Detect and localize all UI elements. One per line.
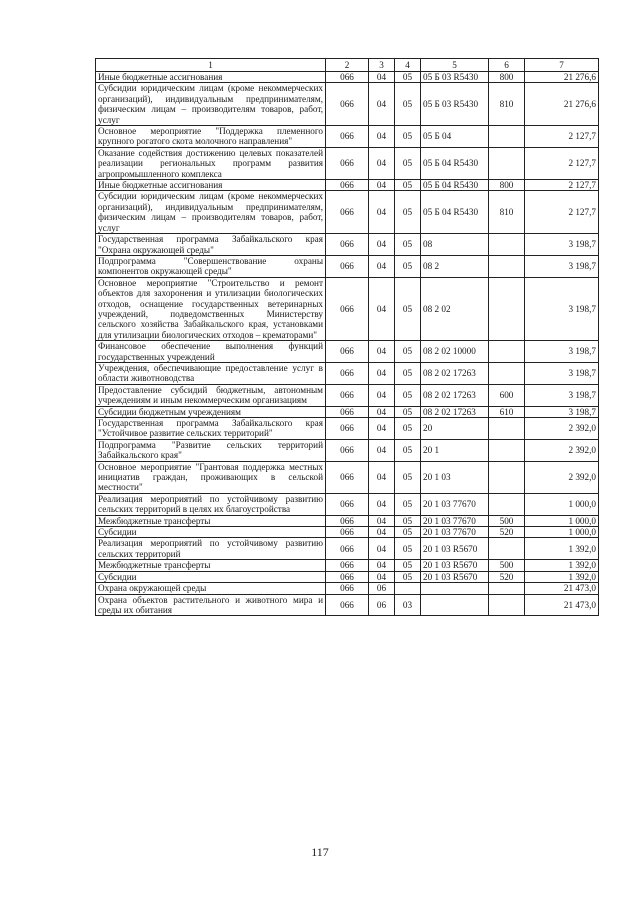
cell-target-article: 20 1 03 77670 [421,493,489,515]
column-header: 1 [96,59,326,72]
cell-ministry: 066 [326,255,369,277]
cell-expense-type: 610 [489,406,525,417]
cell-amount: 1 000,0 [525,527,599,538]
table-row [96,72,599,83]
cell-name: Предоставление субсидий бюджетным, автономным учреждениям и иным некоммерческим организациям [96,384,326,406]
cell-amount: 21 276,6 [525,83,599,126]
cell-target-article: 05 Б 04 R5430 [421,191,489,234]
cell-name: Охрана окружающей среды [96,583,326,594]
cell-amount: 1 000,0 [525,515,599,526]
table-row [96,83,599,126]
cell-ministry: 066 [326,277,369,340]
cell-subsection [395,583,421,594]
cell-section: 04 [369,147,395,179]
cell-name: Реализация мероприятий по устойчивому развитию сельских территорий [96,538,326,560]
cell-expense-type: 600 [489,384,525,406]
cell-section: 04 [369,255,395,277]
cell-section: 04 [369,538,395,560]
cell-expense-type [489,341,525,363]
column-header: 7 [525,59,599,72]
cell-name: Государственная программа Забайкальского края "Устойчивое развитие сельских территорий" [96,418,326,440]
cell-expense-type [489,234,525,256]
cell-subsection: 05 [395,515,421,526]
cell-subsection: 05 [395,277,421,340]
cell-ministry: 066 [326,439,369,461]
cell-name: Субсидии [96,527,326,538]
cell-amount: 3 198,7 [525,255,599,277]
cell-section: 04 [369,493,395,515]
cell-section: 04 [369,277,395,340]
cell-target-article: 20 1 03 77670 [421,527,489,538]
cell-name: Субсидии [96,571,326,582]
cell-ministry: 066 [326,191,369,234]
cell-subsection: 05 [395,341,421,363]
cell-amount: 3 198,7 [525,406,599,417]
cell-section: 04 [369,527,395,538]
table-row [96,406,599,417]
cell-name: Учреждения, обеспечивающие предоставление услуг в области животноводства [96,362,326,384]
cell-subsection: 05 [395,72,421,83]
cell-name: Охрана объектов растительного и животного мира и среды их обитания [96,594,326,616]
cell-section: 04 [369,406,395,417]
table-row [96,191,599,234]
cell-ministry: 066 [326,493,369,515]
cell-expense-type [489,538,525,560]
cell-amount: 2 127,7 [525,147,599,179]
cell-subsection: 05 [395,406,421,417]
cell-amount: 2 392,0 [525,418,599,440]
cell-section: 06 [369,594,395,616]
cell-ministry: 066 [326,362,369,384]
cell-subsection: 05 [395,418,421,440]
cell-target-article: 08 [421,234,489,256]
cell-ministry: 066 [326,72,369,83]
cell-expense-type: 810 [489,83,525,126]
cell-amount: 1 392,0 [525,571,599,582]
cell-target-article: 20 1 03 77670 [421,515,489,526]
cell-subsection: 05 [395,234,421,256]
cell-amount: 1 000,0 [525,493,599,515]
cell-expense-type [489,255,525,277]
cell-name: Иные бюджетные ассигнования [96,180,326,191]
table-row [96,583,599,594]
cell-name: Иные бюджетные ассигнования [96,72,326,83]
page-number: 117 [311,845,329,859]
cell-section: 04 [369,384,395,406]
cell-expense-type [489,493,525,515]
cell-amount: 2 392,0 [525,439,599,461]
table-row [96,493,599,515]
cell-expense-type [489,583,525,594]
cell-subsection: 05 [395,147,421,179]
cell-target-article: 08 2 02 [421,277,489,340]
cell-name: Основное мероприятие "Грантовая поддержка местных инициатив граждан, проживающих в сельской местности" [96,461,326,493]
cell-subsection: 05 [395,439,421,461]
cell-expense-type [489,126,525,148]
cell-amount: 2 127,7 [525,191,599,234]
cell-expense-type: 800 [489,180,525,191]
table-row [96,147,599,179]
cell-subsection: 05 [395,255,421,277]
cell-section: 04 [369,362,395,384]
cell-subsection: 05 [395,571,421,582]
cell-amount: 21 473,0 [525,594,599,616]
cell-target-article: 20 1 03 R5670 [421,560,489,571]
cell-name: Реализация мероприятий по устойчивому развитию сельских территорий в целях их благоустройства [96,493,326,515]
table-row [96,277,599,340]
cell-section: 04 [369,461,395,493]
table-row [96,384,599,406]
cell-amount: 2 392,0 [525,461,599,493]
cell-subsection: 03 [395,594,421,616]
budget-table-page [95,58,598,616]
cell-section: 04 [369,341,395,363]
cell-section: 04 [369,515,395,526]
cell-expense-type [489,594,525,616]
cell-amount: 21 276,6 [525,72,599,83]
column-header: 4 [395,59,421,72]
table-row [96,594,599,616]
cell-target-article [421,583,489,594]
cell-expense-type: 520 [489,571,525,582]
cell-name: Подпрограмма "Совершенствование охраны компонентов окружающей среды" [96,255,326,277]
cell-section: 06 [369,583,395,594]
cell-expense-type [489,461,525,493]
cell-name: Подпрограмма "Развитие сельских территорий Забайкальского края" [96,439,326,461]
cell-name: Субсидии юридическим лицам (кроме некоммерческих организаций), индивидуальным предпринимателям, физическим лицам – производителям товаров, работ, услуг [96,191,326,234]
table-row [96,439,599,461]
cell-expense-type: 800 [489,72,525,83]
cell-target-article: 08 2 02 10000 [421,341,489,363]
cell-amount: 2 127,7 [525,126,599,148]
cell-ministry: 066 [326,527,369,538]
cell-amount: 3 198,7 [525,384,599,406]
cell-expense-type [489,147,525,179]
cell-name: Основное мероприятие "Поддержка племенного крупного рогатого скота молочного направления" [96,126,326,148]
table-row [96,538,599,560]
cell-expense-type [489,439,525,461]
cell-section: 04 [369,234,395,256]
cell-target-article: 20 1 03 R5670 [421,538,489,560]
cell-target-article: 05 Б 04 [421,126,489,148]
cell-amount: 3 198,7 [525,277,599,340]
cell-subsection: 05 [395,493,421,515]
table-row [96,341,599,363]
cell-amount: 1 392,0 [525,560,599,571]
column-header: 6 [489,59,525,72]
cell-subsection: 05 [395,126,421,148]
cell-section: 04 [369,83,395,126]
cell-target-article: 20 [421,418,489,440]
cell-section: 04 [369,418,395,440]
cell-name: Межбюджетные трансферты [96,515,326,526]
cell-ministry: 066 [326,406,369,417]
table-row [96,571,599,582]
cell-target-article: 20 1 03 R5670 [421,571,489,582]
cell-name: Основное мероприятие "Строительство и ремонт объектов для захоронения и утилизации биологических отходов, оснащение государственных ветеринарных учреждений, подведомственных Министерству сельского хозяйства Забайкальского края, установками для утилизации биологических отходов – крематорами" [96,277,326,340]
cell-expense-type [489,277,525,340]
cell-subsection: 05 [395,384,421,406]
cell-amount: 3 198,7 [525,362,599,384]
cell-section: 04 [369,72,395,83]
cell-ministry: 066 [326,418,369,440]
cell-subsection: 05 [395,527,421,538]
cell-ministry: 066 [326,126,369,148]
cell-subsection: 05 [395,180,421,191]
cell-target-article: 05 Б 03 R5430 [421,72,489,83]
cell-subsection: 05 [395,362,421,384]
cell-subsection: 05 [395,461,421,493]
cell-section: 04 [369,560,395,571]
table-row [96,126,599,148]
table-row [96,418,599,440]
cell-name: Субсидии юридическим лицам (кроме некоммерческих организаций), индивидуальным предпринимателям, физическим лицам – производителям товаров, работ, услуг [96,83,326,126]
table-row [96,560,599,571]
column-header: 2 [326,59,369,72]
cell-expense-type: 500 [489,560,525,571]
cell-subsection: 05 [395,191,421,234]
cell-target-article: 05 Б 04 R5430 [421,180,489,191]
cell-ministry: 066 [326,571,369,582]
cell-expense-type [489,362,525,384]
cell-name: Субсидии бюджетным учреждениям [96,406,326,417]
cell-expense-type [489,418,525,440]
cell-target-article: 08 2 [421,255,489,277]
column-header: 3 [369,59,395,72]
cell-section: 04 [369,191,395,234]
cell-target-article: 05 Б 03 R5430 [421,83,489,126]
table-row [96,362,599,384]
cell-target-article: 08 2 02 17263 [421,362,489,384]
cell-section: 04 [369,180,395,191]
cell-ministry: 066 [326,180,369,191]
column-header: 5 [421,59,489,72]
cell-expense-type: 810 [489,191,525,234]
header-row [96,59,599,72]
table-row [96,461,599,493]
cell-name: Государственная программа Забайкальского края "Охрана окружающей среды" [96,234,326,256]
cell-ministry: 066 [326,538,369,560]
cell-expense-type: 500 [489,515,525,526]
cell-ministry: 066 [326,147,369,179]
cell-amount: 3 198,7 [525,341,599,363]
table-row [96,527,599,538]
cell-section: 04 [369,126,395,148]
cell-section: 04 [369,439,395,461]
cell-ministry: 066 [326,341,369,363]
cell-ministry: 066 [326,461,369,493]
cell-section: 04 [369,571,395,582]
table-row [96,515,599,526]
cell-subsection: 05 [395,83,421,126]
cell-amount: 3 198,7 [525,234,599,256]
cell-ministry: 066 [326,83,369,126]
cell-name: Межбюджетные трансферты [96,560,326,571]
cell-ministry: 066 [326,560,369,571]
cell-name: Финансовое обеспечение выполнения функций государственных учреждений [96,341,326,363]
cell-subsection: 05 [395,560,421,571]
cell-ministry: 066 [326,594,369,616]
cell-target-article: 20 1 03 [421,461,489,493]
cell-ministry: 066 [326,234,369,256]
cell-target-article [421,594,489,616]
table-row [96,180,599,191]
cell-subsection: 05 [395,538,421,560]
cell-name: Оказание содействия достижению целевых показателей реализации региональных программ развития агропромышленного комплекса [96,147,326,179]
cell-amount: 21 473,0 [525,583,599,594]
table-row [96,255,599,277]
cell-amount: 1 392,0 [525,538,599,560]
cell-ministry: 066 [326,384,369,406]
cell-target-article: 20 1 [421,439,489,461]
cell-ministry: 066 [326,583,369,594]
cell-target-article: 05 Б 04 R5430 [421,147,489,179]
cell-ministry: 066 [326,515,369,526]
cell-target-article: 08 2 02 17263 [421,384,489,406]
cell-target-article: 08 2 02 17263 [421,406,489,417]
budget-table [95,58,599,616]
table-row [96,234,599,256]
cell-amount: 2 127,7 [525,180,599,191]
cell-expense-type: 520 [489,527,525,538]
